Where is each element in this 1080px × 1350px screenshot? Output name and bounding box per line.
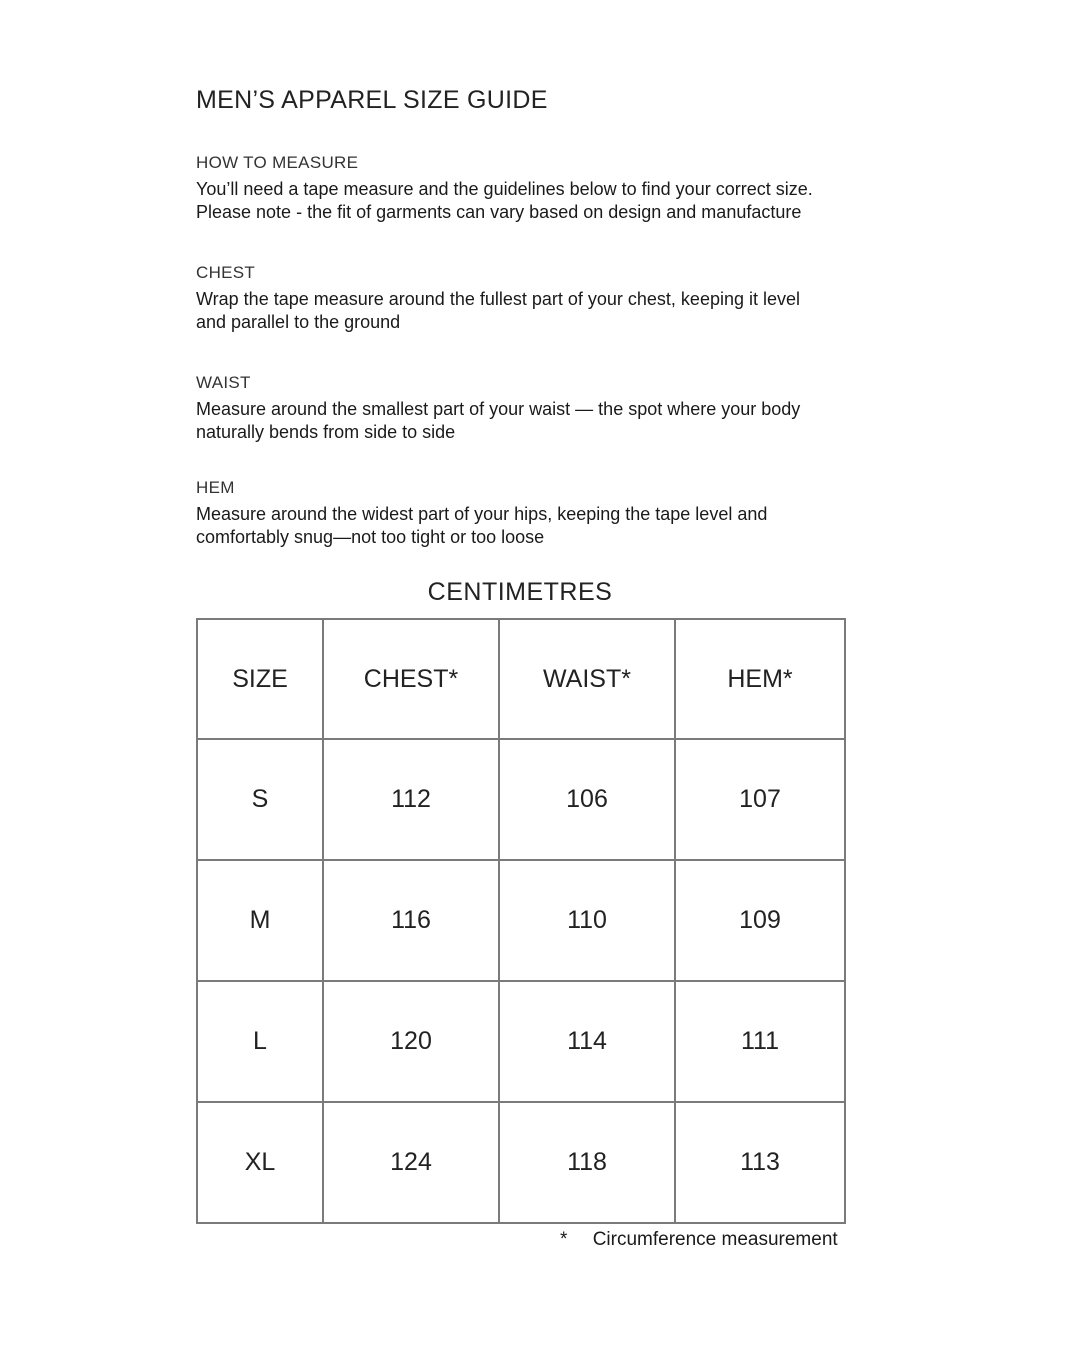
- cell-chest: 116: [323, 860, 499, 981]
- page-title: MEN’S APPAREL SIZE GUIDE: [196, 86, 548, 114]
- size-table: [196, 618, 846, 1224]
- cell-hem: 113: [675, 1102, 845, 1223]
- header-hem: HEM*: [675, 619, 845, 739]
- section-body: [196, 398, 876, 444]
- section-body-line: You’ll need a tape measure and the guidelines below to find your correct size.: [196, 179, 813, 199]
- header-size: SIZE: [197, 619, 323, 739]
- footnote: [560, 1229, 838, 1251]
- cell-size: XL: [197, 1102, 323, 1223]
- cell-size: M: [197, 860, 323, 981]
- section-how-to-measure: [196, 152, 876, 224]
- header-waist: WAIST*: [499, 619, 675, 739]
- section-body-line: and parallel to the ground: [196, 312, 401, 332]
- section-hem: [196, 477, 876, 549]
- section-body: [196, 288, 876, 334]
- cell-waist: 118: [499, 1102, 675, 1223]
- cell-hem: 107: [675, 739, 845, 860]
- section-body-line: Please note - the fit of garments can vary based on design and manufacture: [196, 202, 802, 222]
- section-body: [196, 178, 876, 224]
- cell-chest: 112: [323, 739, 499, 860]
- section-body-line: Measure around the widest part of your hips, keeping the tape level and: [196, 504, 768, 524]
- section-body-line: naturally bends from side to side: [196, 422, 456, 442]
- cell-chest: 120: [323, 981, 499, 1102]
- cell-size: S: [197, 739, 323, 860]
- section-body-line: Measure around the smallest part of your waist — the spot where your body: [196, 399, 801, 419]
- table-caption: CENTIMETRES: [427, 578, 613, 606]
- cell-waist: 110: [499, 860, 675, 981]
- cell-chest: 124: [323, 1102, 499, 1223]
- table-row: [197, 981, 845, 1102]
- section-body-line: Wrap the tape measure around the fullest part of your chest, keeping it level: [196, 289, 801, 309]
- table-row: [197, 860, 845, 981]
- table-row: [197, 739, 845, 860]
- cell-hem: 109: [675, 860, 845, 981]
- section-waist: [196, 372, 876, 444]
- section-body: [196, 503, 876, 549]
- section-body-line: comfortably snug—not too tight or too loose: [196, 527, 545, 547]
- cell-size: L: [197, 981, 323, 1102]
- section-heading: HOW TO MEASURE: [196, 153, 359, 172]
- table-header-row: [197, 619, 845, 739]
- footnote-text: Circumference measurement: [592, 1229, 838, 1250]
- cell-hem: 111: [675, 981, 845, 1102]
- section-heading: HEM: [196, 478, 235, 497]
- section-chest: [196, 262, 876, 334]
- cell-waist: 114: [499, 981, 675, 1102]
- header-chest: CHEST*: [323, 619, 499, 739]
- footnote-marker: *: [560, 1229, 568, 1250]
- section-heading: WAIST: [196, 373, 251, 392]
- table-row: [197, 1102, 845, 1223]
- cell-waist: 106: [499, 739, 675, 860]
- section-heading: CHEST: [196, 263, 256, 282]
